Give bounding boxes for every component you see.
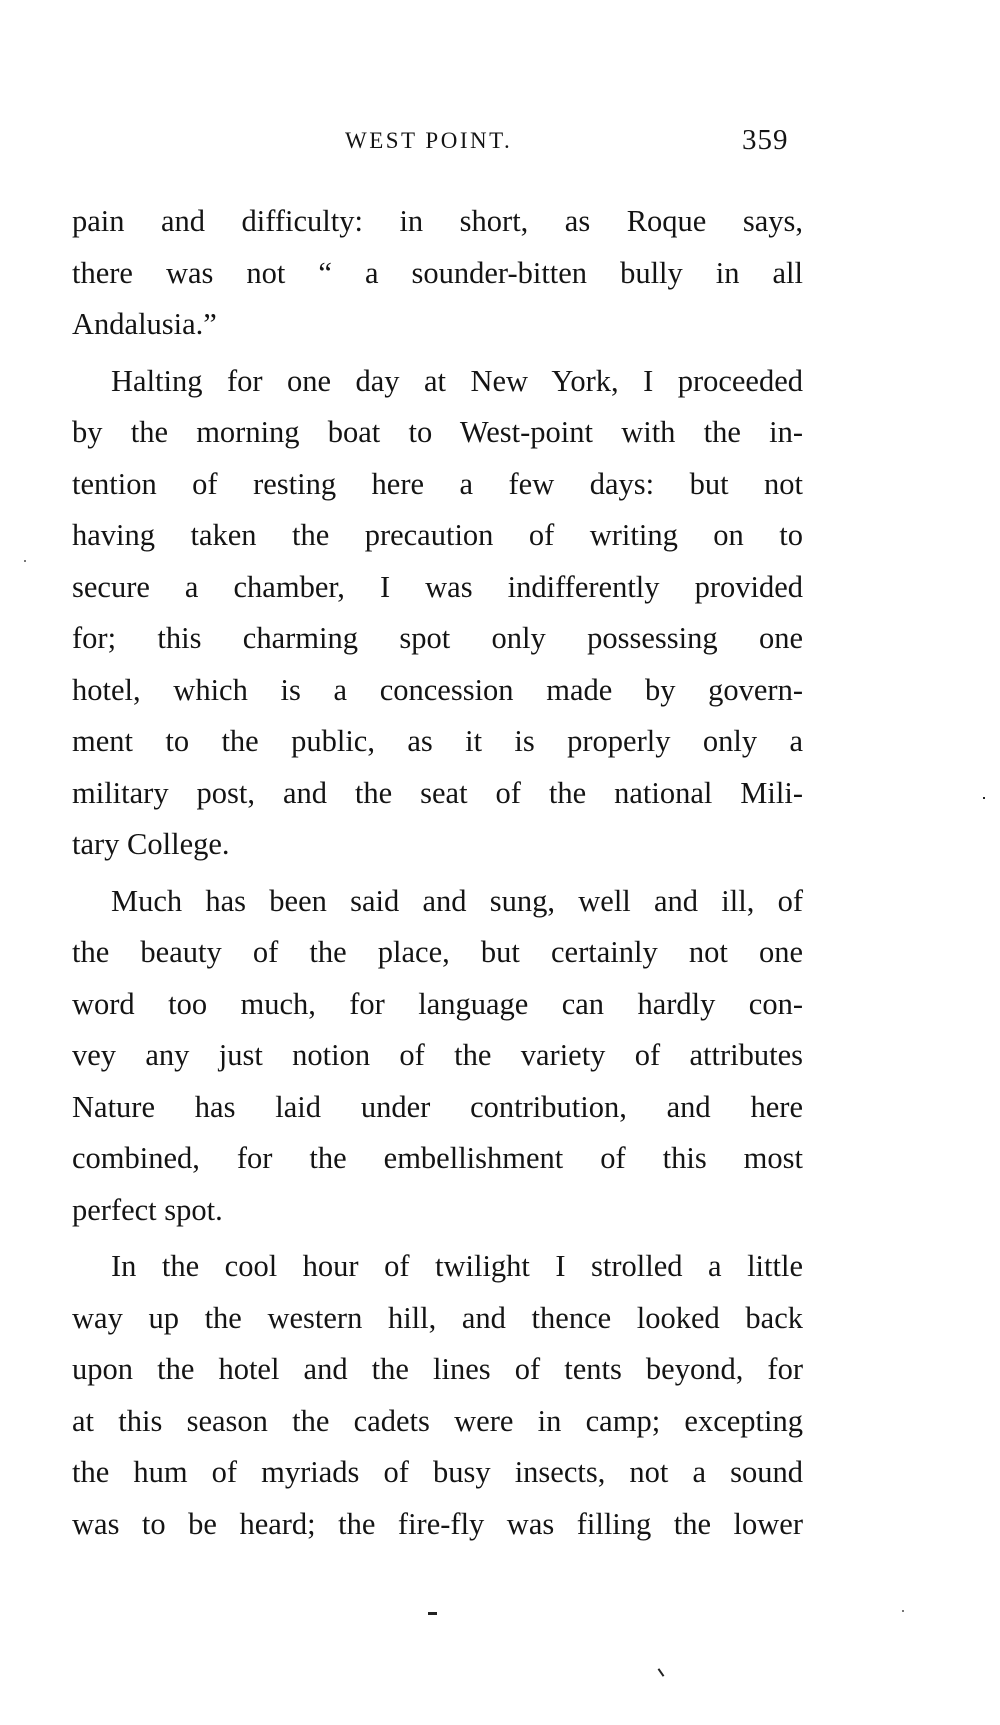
text-line: Halting for one day at New York, I proceeded <box>111 363 803 398</box>
text-line: there was not “ a sounder-bitten bully in all <box>72 255 803 290</box>
text-line: having taken the precaution of writing on to <box>72 518 803 552</box>
text-line: word too much, for language can hardly con- <box>72 986 803 1021</box>
body-text <box>72 196 803 1550</box>
text-line: vey any just notion of the variety of attributes <box>72 1038 803 1072</box>
text-line: was to be heard; the fire-fly was filling the lower <box>72 1506 803 1541</box>
text-line: tention of resting here a few days: but not <box>72 466 803 501</box>
text-line: perfect spot. <box>72 1192 223 1227</box>
text-line: at this season the cadets were in camp; excepting <box>72 1403 803 1438</box>
text-line: ment to the public, as it is properly only a <box>72 724 803 758</box>
text-line: tary College. <box>72 827 230 861</box>
running-head <box>0 124 1000 168</box>
text-line: by the morning boat to West-point with the in- <box>72 415 803 449</box>
paragraph <box>72 876 803 1237</box>
text-line: Nature has laid under contribution, and here <box>72 1089 803 1124</box>
scan-speck <box>658 1668 665 1677</box>
running-title: WEST POINT. <box>345 128 513 153</box>
paragraph <box>72 196 803 351</box>
text-line: the beauty of the place, but certainly not one <box>72 935 803 969</box>
page-number: 359 <box>742 124 789 156</box>
text-line: In the cool hour of twilight I strolled a little <box>111 1249 803 1283</box>
text-line: upon the hotel and the lines of tents beyond, for <box>72 1352 803 1386</box>
text-line: the hum of myriads of busy insects, not a sound <box>72 1455 803 1489</box>
text-line: way up the western hill, and thence looked back <box>72 1300 803 1335</box>
text-line: for; this charming spot only possessing one <box>72 621 803 655</box>
text-line: combined, for the embellishment of this most <box>72 1141 803 1175</box>
scan-speck <box>902 1610 904 1612</box>
text-line: hotel, which is a concession made by govern- <box>72 672 803 707</box>
text-line: military post, and the seat of the national Mili- <box>72 775 803 810</box>
scan-speck <box>983 797 985 799</box>
scan-speck <box>428 1612 437 1615</box>
paragraph <box>72 356 803 871</box>
text-line: pain and difficulty: in short, as Roque says, <box>72 204 803 238</box>
text-line: Much has been said and sung, well and ill, of <box>111 883 803 918</box>
scan-speck <box>24 560 26 562</box>
text-line: Andalusia.” <box>72 307 217 341</box>
paragraph <box>72 1241 803 1550</box>
text-line: secure a chamber, I was indifferently provided <box>72 569 803 604</box>
